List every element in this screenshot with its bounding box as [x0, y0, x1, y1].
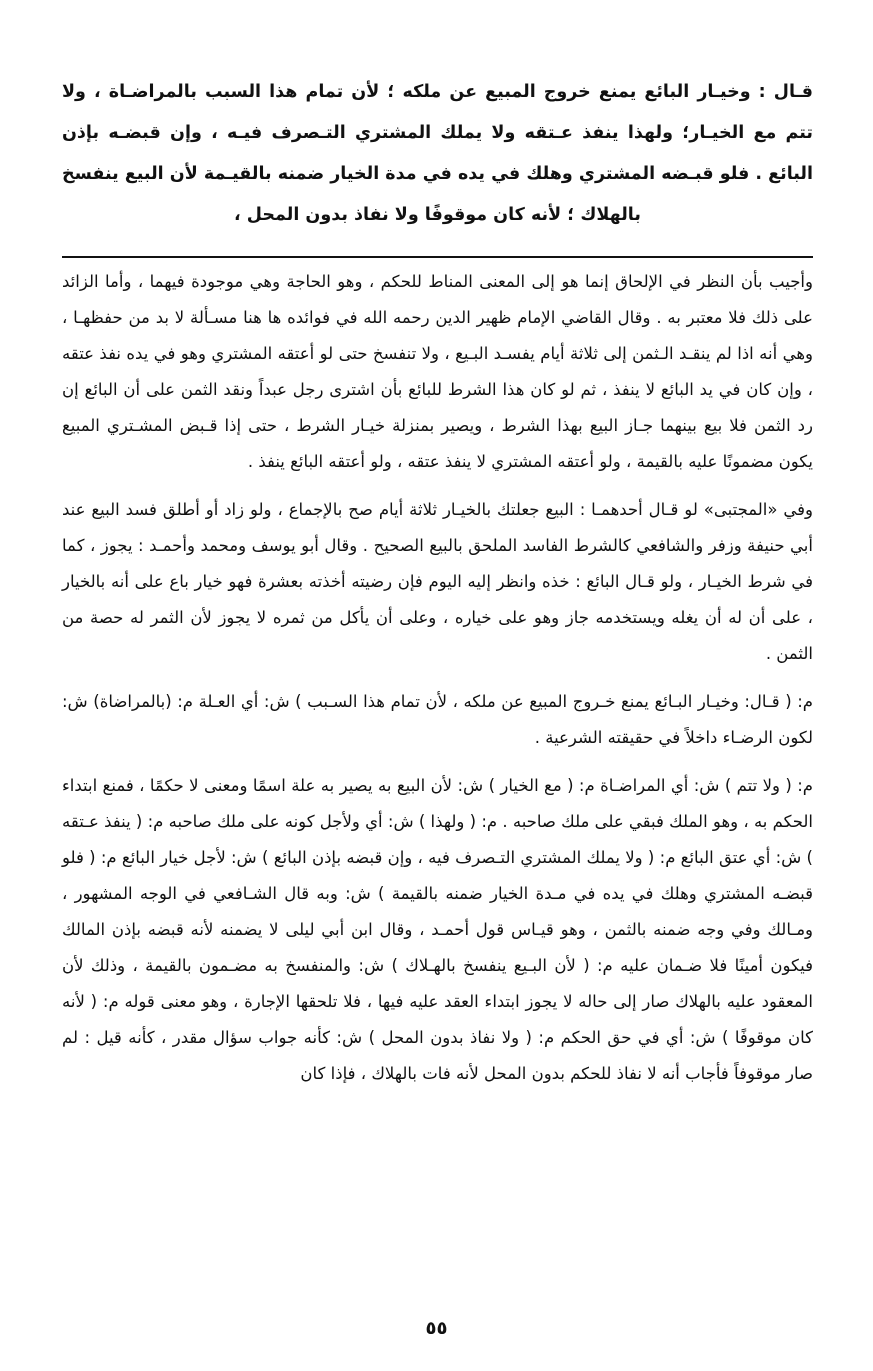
commentary-paragraph: م: ( ولا تتم ) ش: أي المراضـاة م: ( مع الخيار ) ش: لأن البيع به يصير به علة اسمًا ومعنى لا حكمًا ، فمنع ابتداء الحكم به ، وهو الملك فبقي على ملك صاحبه . م: ( ولهذا ) ش: أي ولأجل كونه على ملك صاحبه م: ( ينفذ عـتقه ) ش: أي عتق البائع م: ( ولا يملك المشتري التـصرف فيه ، وإن قبضه بإذن البائع ) ش: لأجل خيار البائع م: ( فلو قبضـه المشتري وهلك في يده في مـدة الخيار ضمنه بالقيمة ) ش: وبه قال الشـافعي في الوجه المشهور ، ومـالك وفي وجه ضمنه بالثمن ، وهو قيـاس قول أحمـد ، وقال ابن أبي ليلى لا يضمنه لأنه قبضه بإذن المالك فيكون أمينًا فلا ضـمان عليه م: ( لأن البـيع ينفسخ بالهـلاك ) ش: والمنفسخ به مضـمون بالقيمة ، وذلك لأن المعقود عليه بالهلاك صار إلى حاله لا يجوز ابتداء العقد عليه فيها ، فلا تلحقها الإجارة ، وهو معنى قوله م: ( لأنه كان موقوفًا ) ش: أي في حق الحكم م: ( ولا نفاذ بدون المحل ) ش: كأنه جواب سؤال مقدر ، كأنه قيل : لم صار موقوفاً فأجاب أنه لا نفاذ للحكم بدون المحل لأنه فات بالهلاك ، فإذا كان: [62, 776, 813, 1083]
separator-line: [62, 256, 813, 258]
commentary-paragraph: وأجيب بأن النظر في الإلحاق إنما هو إلى المعنى المناط للحكم ، وهو الحاجة وهي موجودة فيهما ، وأما الزائد على ذلك فلا معتبر به . وقال القاضي الإمام ظهير الدين رحمه الله في فوائده ها هنا مسـألة لا بد من حفظهـا ، وهي أنه اذا لم ينقـد الـثمن إلى ثلاثة أيام يفسـد البـيع ، ولا تنفسخ حتى لو أعتقه المشتري وهو في يده نفذ عتقه ، وإن كان في يد البائع لا ينفذ ، ثم لو كان هذا الشرط للبائع بأن اشترى رجل عبداً ونقد الثمن على أن البائع إن رد الثمن فلا بيع بينهما جـاز البيع بهذا الشرط ، ويصير بمنزلة خيـار الشرط ، حتى إذا قـبض المشـتري المبيع يكون مضمونًا عليه بالقيمة ، ولو أعتقه المشتري لا ينفذ عتقه ، ولو أعتقه البائع ينفذ .: [62, 272, 813, 471]
page-number: ٥٥: [425, 1318, 448, 1339]
commentary-paragraph: م: ( قـال: وخيـار البـائع يمنع خـروج المبيع عن ملكه ، لأن تمام هذا السـبب ) ش: أي العـلة م: (بالمراضاة) ش: لكون الرضـاء داخلاً في حقيقته الشرعية .: [62, 692, 813, 747]
commentary-paragraph: وفي «المجتبى» لو قـال أحدهمـا : البيع جعلتك بالخيـار ثلاثة أيام صح بالإجماع ، ولو زاد أو أطلق فسد البيع عند أبي حنيفة وزفر والشافعي كالشرط الفاسد الملحق بالبيع الصحيح . وقال أبو يوسف ومحمد وأحمـد : يجوز ، كما في شرط الخيـار ، ولو قـال البائع : خذه وانظر إليه اليوم فإن رضيته أخذته بعشرة فهو خيار باع على أنه بالخيار ، على أن له أن يغله ويستخدمه جاز وهو على خياره ، وعلى أن يأكل من ثمره لا يجوز لأن الثمر له حصة من الثمن .: [62, 500, 813, 663]
main-text: قـال : وخيـار البائع يمنع خروج المبيع عن ملكه ؛ لأن تمام هذا السبب بالمراضـاة ، ولا تتم مع الخيـار؛ ولهذا ينفذ عـتقه ولا يملك المشتري التـصرف فيـه ، وإن قبضـه بإذن البائع . فلو قبـضه المشتري وهلك في يده في مدة الخيار ضمنه بالقيـمة لأن البيع ينفسخ بالهلاك ؛ لأنه كان موقوفًا ولا نفاذ بدون المحل ،: [62, 82, 813, 225]
